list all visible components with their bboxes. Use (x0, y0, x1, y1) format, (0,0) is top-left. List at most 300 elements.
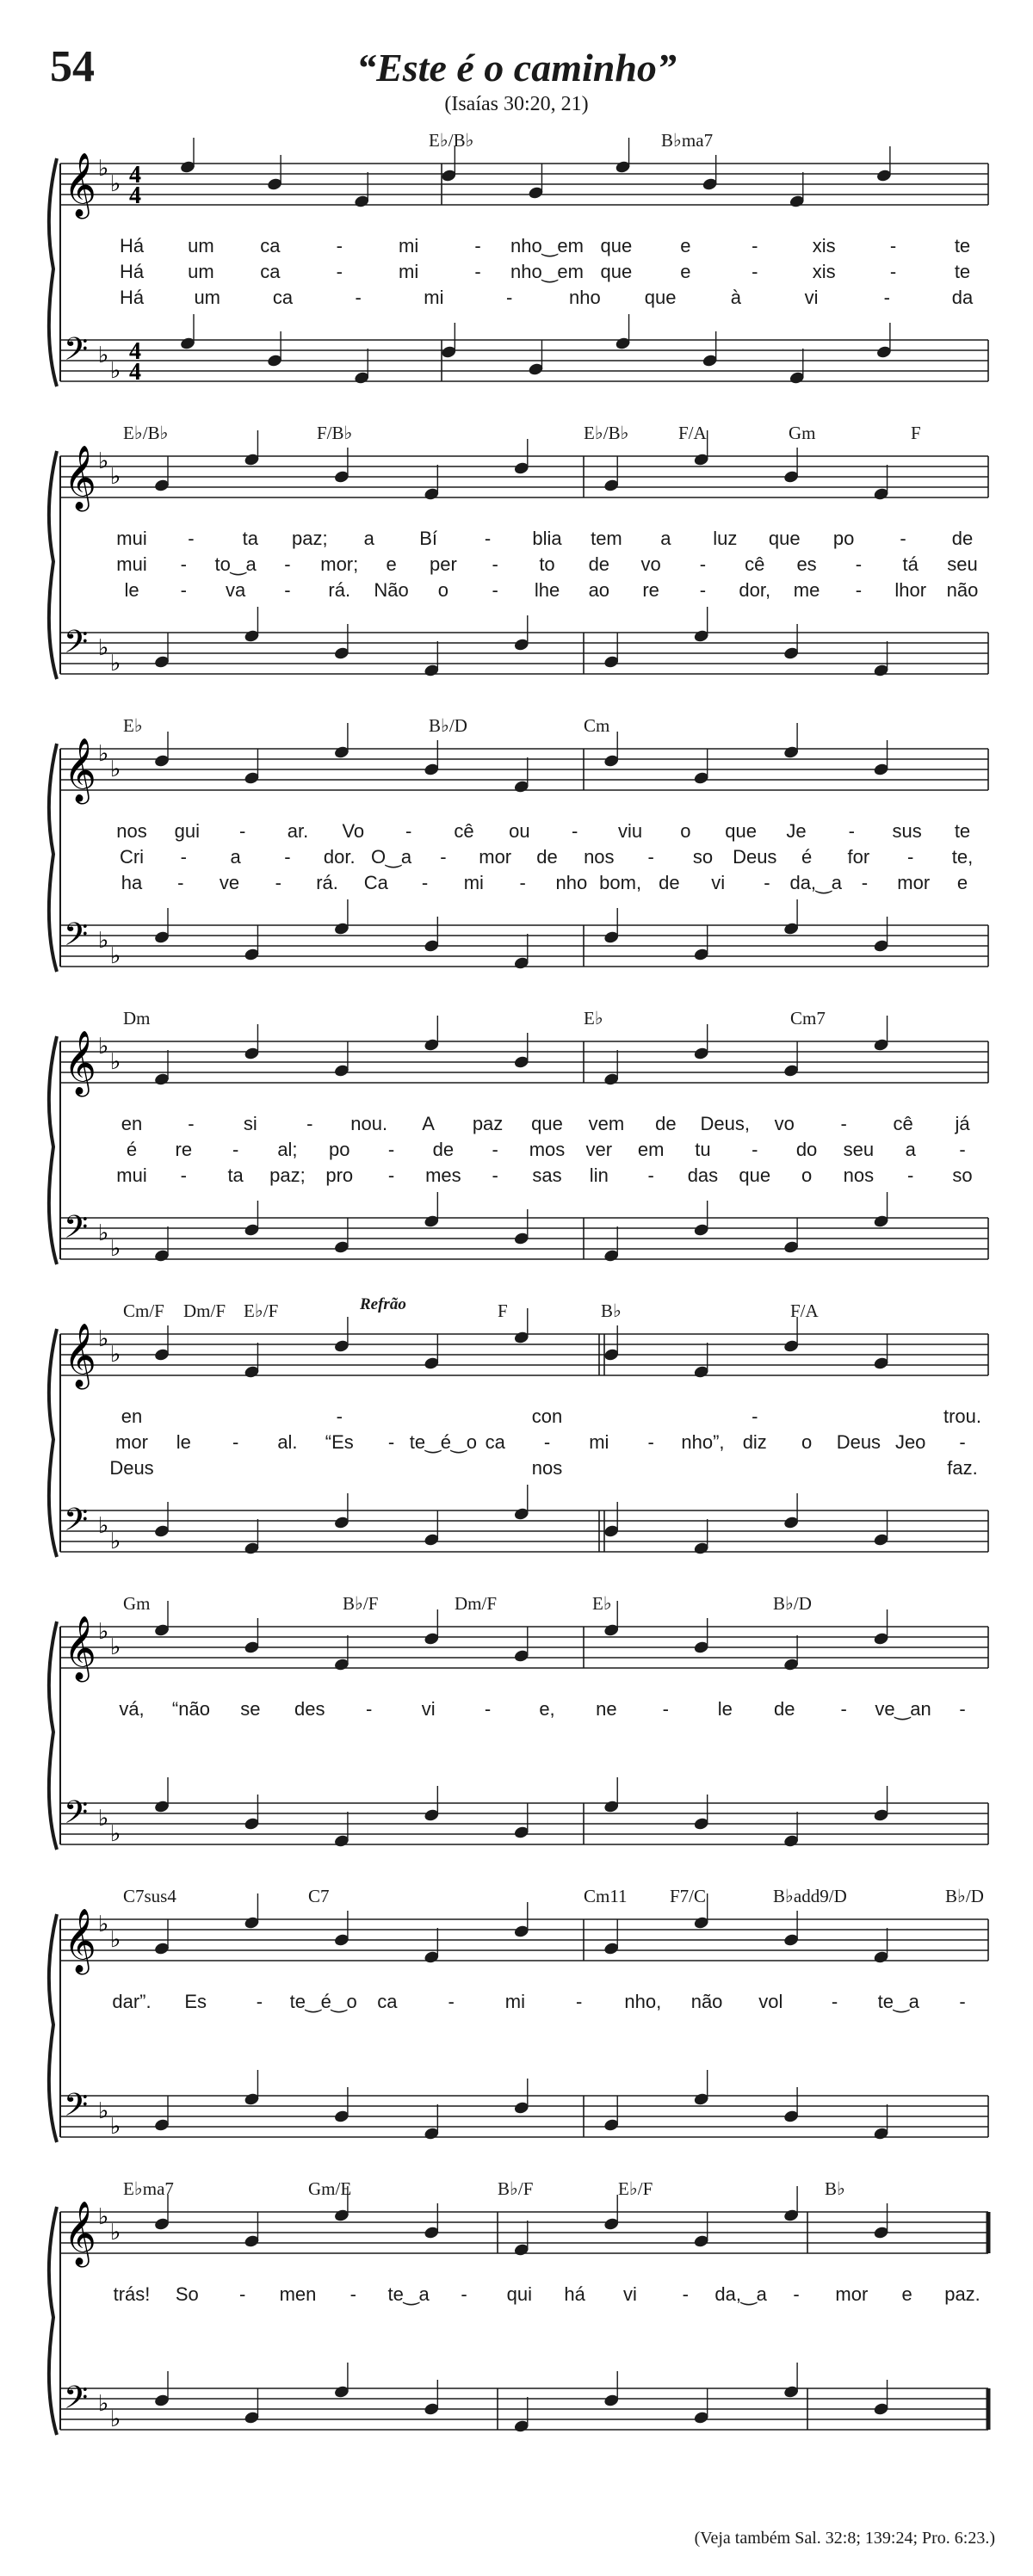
lyric-line (84, 1431, 980, 1455)
lyric-syllable: - (959, 1991, 966, 2012)
lyric-syllable: ao (588, 579, 610, 601)
lyric-syllable: - (699, 579, 707, 601)
lyric-syllable: - (840, 1698, 847, 1720)
lyric-syllable: - (647, 1164, 654, 1186)
music-system (50, 125, 997, 409)
lyric-syllable: mor (115, 1431, 148, 1453)
lyric-syllable: - (855, 579, 863, 601)
lyric-syllable: do (795, 1139, 818, 1160)
lyric-syllable: le (176, 1431, 191, 1453)
lyric-line (84, 1457, 980, 1481)
lyric-syllable: - (647, 846, 654, 868)
lyric-syllable: que (768, 528, 801, 549)
lyric-syllable: lhor (894, 579, 927, 601)
chord-symbol: B♭ma7 (661, 130, 714, 151)
chord-symbol: B♭ (825, 2178, 845, 2199)
lyric-line (84, 1405, 980, 1430)
lyric-syllable: - (256, 1991, 263, 2012)
chord-symbol: B♭/D (429, 715, 467, 736)
lyric-syllable: le (124, 579, 139, 601)
lyric-syllable: nho”, (681, 1431, 725, 1453)
chord-symbol: E♭ (592, 1593, 612, 1614)
lyric-syllable: - (831, 1991, 838, 2012)
lyric-syllable: Deus (836, 1431, 881, 1453)
lyric-syllable: - (752, 235, 758, 256)
treble-clef: 𝄞 (64, 2202, 96, 2265)
music-system (50, 417, 997, 701)
lyric-syllable: a (363, 528, 374, 549)
lyric-syllable: tem (591, 528, 622, 549)
music-system (50, 1881, 997, 2165)
lyric-syllable: - (840, 1113, 847, 1134)
lyric-syllable: - (484, 1698, 492, 1720)
lyric-syllable: cê (454, 820, 474, 842)
lyric-syllable: - (855, 553, 863, 575)
lyric-syllable: qui (506, 2283, 533, 2305)
lyric-syllable: e (956, 872, 968, 893)
key-signature-flat: ♭ (98, 2391, 109, 2417)
lyric-syllable: Jeo (894, 1431, 926, 1453)
lyric-syllable: - (180, 579, 187, 601)
lyric-syllable: é (801, 846, 813, 868)
lyric-syllable: o (801, 1431, 813, 1453)
lyric-syllable: ha (121, 872, 143, 893)
lyric-syllable: à (730, 287, 741, 308)
system-bracket (49, 451, 57, 679)
chord-symbol: E♭/B♭ (123, 423, 169, 443)
lyric-syllable: da,‿a (714, 2283, 767, 2305)
system-bracket (49, 1329, 57, 1557)
lyric-syllable: des (294, 1698, 325, 1720)
lyric-syllable: mor; (320, 553, 359, 575)
lyric-syllable: gui (174, 820, 201, 842)
treble-clef: 𝄞 (64, 738, 96, 802)
refrain-label: Refrão (360, 1295, 406, 1313)
lyric-syllable: - (284, 579, 291, 601)
bass-clef: 𝄢 (64, 1209, 89, 1253)
lyric-syllable: trás! (113, 2283, 151, 2305)
lyric-syllable: e (680, 261, 691, 282)
lyric-syllable: - (861, 872, 869, 893)
lyric-syllable: pro (325, 1164, 354, 1186)
lyric-syllable: - (752, 1405, 758, 1427)
bass-clef: 𝄢 (64, 1795, 89, 1838)
lyric-syllable: te‿a (387, 2283, 430, 2305)
lyric-syllable: - (907, 1164, 914, 1186)
lyric-syllable: - (883, 287, 890, 308)
lyric-syllable: en (121, 1113, 143, 1134)
bass-clef: 𝄢 (64, 917, 89, 961)
key-signature-flat: ♭ (110, 2114, 121, 2140)
lyric-syllable: e (901, 2283, 912, 2305)
lyric-syllable: mes (425, 1164, 461, 1186)
lyric-syllable: for (847, 846, 870, 868)
lyric-syllable: vi (804, 287, 819, 308)
key-signature-flat: ♭ (110, 171, 121, 197)
lyric-syllable: O‿a (371, 846, 412, 868)
lyric-syllable: Ca (363, 872, 388, 893)
lyric-syllable: so (692, 846, 714, 868)
lyric-syllable: - (232, 1431, 239, 1453)
lyric-syllable: da,‿a (789, 872, 842, 893)
lyric-syllable: te‿é‿o (289, 1991, 357, 2012)
lyric-syllable: sas (532, 1164, 562, 1186)
lyric-syllable: mui (116, 1164, 147, 1186)
lyric-syllable: vol (758, 1991, 783, 2012)
lyric-syllable: - (793, 2283, 800, 2305)
staff-lines (50, 1881, 997, 2165)
lyric-syllable: tu (695, 1139, 711, 1160)
lyric-syllable: - (752, 261, 758, 282)
lyric-syllable: lhe (534, 579, 560, 601)
lyric-syllable: ar. (287, 820, 309, 842)
lyric-syllable: não (690, 1991, 723, 2012)
chord-symbol: Cm11 (584, 1886, 628, 1906)
chord-symbol: Dm (123, 1008, 151, 1029)
key-signature-flat: ♭ (110, 358, 121, 384)
footer-reference: (Veja também Sal. 32:8; 139:24; Pro. 6:23.) (694, 2529, 995, 2548)
lyric-syllable: - (907, 846, 914, 868)
chord-symbol: C7 (308, 1886, 330, 1906)
key-signature-flat: ♭ (98, 1912, 109, 1937)
lyric-syllable: não (946, 579, 979, 601)
key-signature-flat: ♭ (98, 448, 109, 474)
lyric-syllable: Não (374, 579, 409, 601)
lyric-syllable: - (275, 872, 281, 893)
lyric-syllable: sus (892, 820, 922, 842)
lyric-syllable: - (959, 1139, 966, 1160)
lyric-syllable: es (796, 553, 817, 575)
lyric-syllable: - (349, 2283, 356, 2305)
lyric-syllable: si (243, 1113, 257, 1134)
lyric-syllable: - (188, 1113, 195, 1134)
lyric-syllable: Deus (733, 846, 777, 868)
lyric-syllable: que (739, 1164, 771, 1186)
key-signature-flat: ♭ (98, 928, 109, 954)
lyric-syllable: - (387, 1431, 395, 1453)
lyric-syllable: viu (617, 820, 643, 842)
lyric-syllable: que (644, 287, 677, 308)
lyric-syllable: Deus, (700, 1113, 751, 1134)
lyric-syllable: mor (897, 872, 931, 893)
lyric-syllable: te (954, 235, 971, 256)
chord-symbol: E♭/B♭ (584, 423, 629, 443)
lyric-syllable: Es (184, 1991, 207, 2012)
key-signature-flat: ♭ (98, 2098, 109, 2124)
lyric-syllable: vo (640, 553, 661, 575)
lyric-syllable: - (284, 553, 291, 575)
lyric-syllable: nou. (350, 1113, 388, 1134)
bass-clef: 𝄢 (64, 331, 89, 375)
lyric-syllable: Cri (119, 846, 145, 868)
lyric-syllable: - (682, 2283, 689, 2305)
key-signature-flat: ♭ (98, 1034, 109, 1059)
lyric-syllable: ca (260, 261, 281, 282)
lyric-syllable: e (386, 553, 397, 575)
lyric-syllable: nho‿em (510, 261, 584, 282)
chord-symbol: E♭/B♭ (429, 130, 474, 151)
lyric-syllable: nho (555, 872, 588, 893)
lyric-syllable: - (662, 1698, 670, 1720)
lyric-syllable: - (366, 1698, 373, 1720)
time-signature-digit: 4 (129, 182, 141, 209)
treble-clef: 𝄞 (64, 1031, 96, 1095)
lyric-syllable: mui (116, 528, 147, 549)
lyric-syllable: en (121, 1405, 143, 1427)
lyric-syllable: tá (902, 553, 919, 575)
lyric-syllable: - (336, 1405, 343, 1427)
lyric-syllable: de (432, 1139, 455, 1160)
bass-clef: 𝄢 (64, 624, 89, 668)
lyric-syllable: - (484, 528, 492, 549)
lyric-syllable: re (642, 579, 659, 601)
lyric-syllable: rá. (316, 872, 338, 893)
lyric-syllable: paz. (944, 2283, 980, 2305)
key-signature-flat: ♭ (110, 1529, 121, 1554)
lyric-syllable: to‿a (214, 553, 257, 575)
lyric-syllable: - (284, 846, 291, 868)
lyric-syllable: - (543, 1431, 551, 1453)
lyric-syllable: seu (947, 553, 978, 575)
music-system (50, 1588, 997, 1872)
key-signature-flat: ♭ (98, 1513, 109, 1539)
bass-clef: 𝄢 (64, 2087, 89, 2131)
lyric-syllable: Vo (342, 820, 365, 842)
lyric-syllable: - (180, 1164, 187, 1186)
lyric-syllable: te‿é‿o (409, 1431, 477, 1453)
lyric-syllable: le (717, 1698, 733, 1720)
key-signature-flat: ♭ (110, 2406, 121, 2432)
lyric-syllable: xis (812, 235, 836, 256)
lyric-syllable: ca (272, 287, 294, 308)
lyric-syllable: seu (843, 1139, 875, 1160)
lyric-syllable: - (492, 579, 498, 601)
lyric-syllable: - (238, 2283, 246, 2305)
lyric-syllable: a (230, 846, 241, 868)
lyric-syllable: te‿a (877, 1991, 919, 2012)
lyric-syllable: - (492, 1139, 498, 1160)
lyric-syllable: - (889, 235, 897, 256)
lyric-syllable: - (448, 1991, 455, 2012)
lyric-syllable: - (752, 1139, 758, 1160)
lyric-syllable: - (505, 287, 513, 308)
lyric-syllable: Deus (109, 1457, 154, 1479)
lyric-syllable: blia (532, 528, 562, 549)
chord-symbol: Dm/F (183, 1300, 226, 1321)
lyric-syllable: to (539, 553, 555, 575)
bass-clef: 𝄢 (64, 1502, 89, 1546)
chord-symbol: B♭/F (498, 2178, 534, 2199)
lyric-syllable: ver (585, 1139, 613, 1160)
lyric-syllable: de (588, 553, 610, 575)
lyric-syllable: vo (774, 1113, 795, 1134)
lyric-syllable: luz (713, 528, 738, 549)
lyric-syllable: - (461, 2283, 467, 2305)
chord-symbol: Cm/F (123, 1300, 164, 1321)
chord-symbol: B♭ (601, 1300, 622, 1321)
lyric-syllable: po (329, 1139, 350, 1160)
key-signature-flat: ♭ (110, 1821, 121, 1847)
chord-symbol: Gm (123, 1593, 151, 1614)
treble-clef: 𝄞 (64, 153, 96, 217)
lyric-syllable: men (279, 2283, 317, 2305)
chord-symbol: E♭ (584, 1008, 603, 1029)
lyric-syllable: cê (745, 553, 765, 575)
lyric-syllable: vi (623, 2283, 637, 2305)
chord-symbol: B♭/D (945, 1886, 984, 1906)
lyric-syllable: - (180, 846, 187, 868)
lyric-syllable: - (177, 872, 184, 893)
lyric-syllable: vi (711, 872, 726, 893)
treble-clef: 𝄞 (64, 1616, 96, 1680)
lyric-syllable: - (699, 553, 707, 575)
chord-symbol: B♭/D (773, 1593, 812, 1614)
lyric-syllable: nho (569, 287, 601, 308)
lyric-syllable: ve (219, 872, 240, 893)
lyric-syllable: per (429, 553, 457, 575)
chord-symbol: F (911, 423, 921, 443)
lyric-syllable: so (952, 1164, 973, 1186)
key-signature-flat: ♭ (98, 741, 109, 767)
time-signature-digit: 4 (129, 338, 141, 365)
lyric-syllable: - (421, 872, 429, 893)
lyric-syllable: ta (227, 1164, 244, 1186)
lyric-syllable: um (194, 287, 220, 308)
lyric-syllable: - (647, 1431, 654, 1453)
lyric-syllable: “não (171, 1698, 210, 1720)
chord-symbol: B♭/F (343, 1593, 379, 1614)
lyric-line (84, 553, 980, 578)
lyric-syllable: - (519, 872, 526, 893)
lyric-syllable: mor (835, 2283, 869, 2305)
lyric-syllable: Há (119, 235, 145, 256)
lyric-syllable: em (637, 1139, 665, 1160)
scripture-reference: (Isaías 30:20, 21) (444, 93, 589, 115)
key-signature-flat: ♭ (98, 156, 109, 182)
lyric-syllable: paz; (269, 1164, 306, 1186)
system-bracket (49, 1914, 57, 2142)
lyric-syllable: - (764, 872, 770, 893)
lyric-syllable: - (900, 528, 906, 549)
lyric-syllable: re (175, 1139, 193, 1160)
lyric-syllable: - (959, 1431, 966, 1453)
lyric-syllable: já (955, 1113, 970, 1134)
music-system (50, 2173, 997, 2457)
time-signature-digit: 4 (129, 359, 141, 386)
lyric-line (84, 1991, 980, 2015)
lyric-syllable: vá, (119, 1698, 145, 1720)
lyric-syllable: lin (589, 1164, 609, 1186)
chord-symbol: E♭/F (244, 1300, 279, 1321)
lyric-syllable: o (437, 579, 448, 601)
lyric-line (84, 1164, 980, 1189)
lyric-line (84, 235, 980, 259)
key-signature-flat: ♭ (98, 343, 109, 368)
lyric-syllable: al. (277, 1431, 298, 1453)
lyric-line (84, 528, 980, 552)
chord-symbol: E♭/F (618, 2178, 653, 2199)
lyric-syllable: dor, (739, 579, 771, 601)
lyric-syllable: - (405, 820, 412, 842)
lyric-syllable: - (336, 235, 343, 256)
music-system (50, 1003, 997, 1287)
key-signature-flat: ♭ (98, 1806, 109, 1832)
lyric-syllable: a (660, 528, 671, 549)
key-signature-flat: ♭ (98, 1326, 109, 1352)
lyric-syllable: - (188, 528, 195, 549)
lyric-syllable: mi (589, 1431, 609, 1453)
lyric-syllable: - (387, 1164, 395, 1186)
chord-symbol: Cm7 (790, 1008, 826, 1029)
lyric-line (84, 287, 980, 311)
chord-symbol: Gm/E (308, 2178, 352, 2199)
lyric-syllable: va (226, 579, 246, 601)
chord-symbol: F (498, 1300, 508, 1321)
lyric-syllable: po (832, 528, 855, 549)
lyric-syllable: mos (529, 1139, 566, 1160)
chord-symbol: F/A (790, 1300, 819, 1321)
lyric-syllable: ou (509, 820, 530, 842)
chord-symbol: E♭ (123, 715, 143, 736)
system-bracket (49, 158, 57, 386)
chord-symbol: B♭add9/D (773, 1886, 847, 1906)
lyric-syllable: mi (424, 287, 444, 308)
lyric-syllable: mi (463, 872, 484, 893)
key-signature-flat: ♭ (110, 1049, 121, 1075)
lyric-syllable: e, (539, 1698, 555, 1720)
staff-lines (50, 1588, 997, 1872)
lyric-syllable: de (951, 528, 974, 549)
key-signature-flat: ♭ (98, 635, 109, 661)
system-bracket (49, 744, 57, 972)
lyric-line (84, 820, 980, 844)
lyric-line (84, 1698, 980, 1722)
lyric-syllable: vi (421, 1698, 436, 1720)
system-bracket (49, 1622, 57, 1850)
lyric-syllable: nos (584, 846, 615, 868)
lyric-syllable: nho‿em (510, 235, 584, 256)
system-bracket (49, 1036, 57, 1264)
lyric-syllable: a (905, 1139, 916, 1160)
treble-clef: 𝄞 (64, 446, 96, 510)
lyric-line (84, 846, 980, 870)
lyric-syllable: - (238, 820, 246, 842)
lyric-syllable: A (422, 1113, 435, 1134)
lyric-syllable: - (306, 1113, 313, 1134)
lyric-syllable: - (474, 261, 481, 282)
lyric-syllable: Há (119, 261, 145, 282)
lyric-syllable: nos (843, 1164, 875, 1186)
lyric-syllable: con (531, 1405, 563, 1427)
lyric-syllable: - (180, 553, 187, 575)
lyric-syllable: vem (588, 1113, 625, 1134)
lyric-line (84, 1113, 980, 1137)
key-signature-flat: ♭ (110, 2220, 121, 2246)
key-signature-flat: ♭ (110, 464, 121, 490)
key-signature-flat: ♭ (110, 943, 121, 969)
lyric-syllable: - (387, 1139, 395, 1160)
lyric-syllable: dor. (323, 846, 356, 868)
lyric-syllable: ne (596, 1698, 617, 1720)
lyric-syllable: Je (786, 820, 807, 842)
key-signature-flat: ♭ (98, 1220, 109, 1246)
hymn-title: “Este é o caminho” (356, 46, 677, 90)
lyric-syllable: paz (472, 1113, 504, 1134)
lyric-syllable: al; (277, 1139, 298, 1160)
lyric-syllable: e (680, 235, 691, 256)
lyric-syllable: mor (479, 846, 512, 868)
lyric-syllable: Bí (419, 528, 438, 549)
